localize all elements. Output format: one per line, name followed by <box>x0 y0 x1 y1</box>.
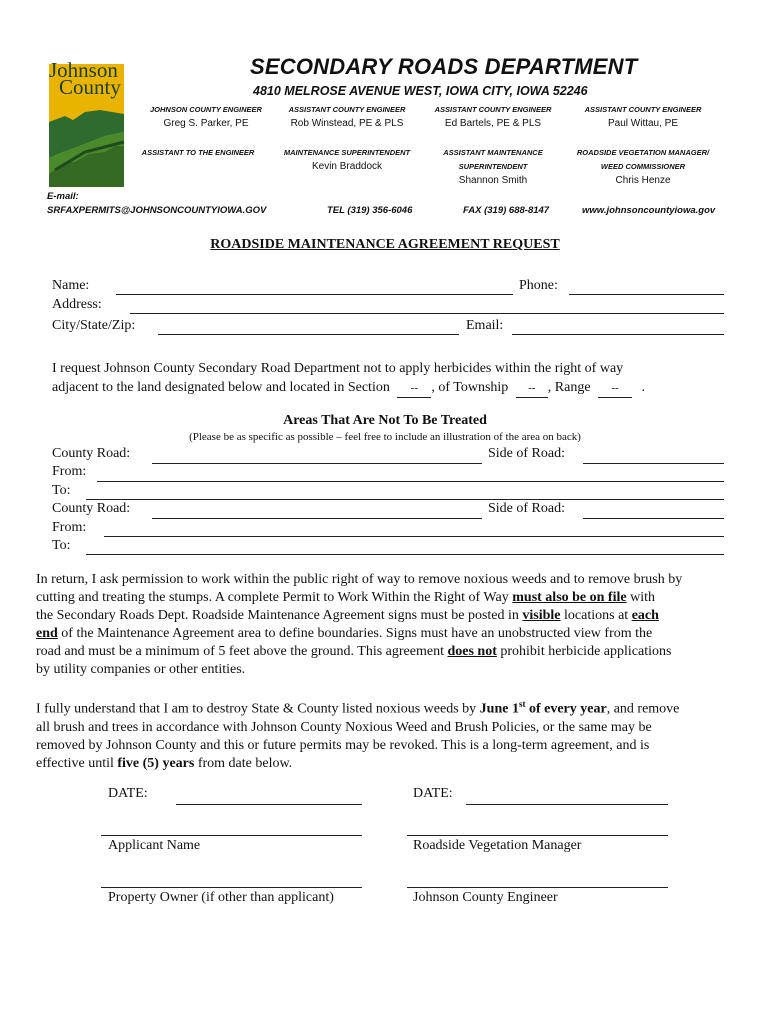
date-field-applicant[interactable] <box>176 804 362 805</box>
department-address: 4810 MELROSE AVENUE WEST, IOWA CITY, IOWA 52246 <box>253 84 588 98</box>
county-road-field-2[interactable] <box>152 518 482 519</box>
staff-assistant-to-engineer: ASSISTANT TO THE ENGINEER <box>141 148 255 157</box>
staff-assistant-engineer-3: ASSISTANT COUNTY ENGINEER Paul Wittau, PE <box>584 105 702 129</box>
address-field[interactable] <box>130 313 724 314</box>
staff-county-engineer: JOHNSON COUNTY ENGINEER Greg S. Parker, PE <box>150 105 262 129</box>
applicant-name-label: Applicant Name <box>108 838 201 853</box>
veg-manager-signature-line[interactable] <box>407 835 668 836</box>
areas-note: (Please be as specific as possible – feel free to include an illustration of the area on back) <box>189 431 581 443</box>
county-road-label-2: County Road: <box>52 501 131 516</box>
from-label-1: From: <box>52 464 87 479</box>
fax: FAX (319) 688-8147 <box>463 205 550 216</box>
phone-field[interactable] <box>569 294 724 295</box>
understanding-paragraph: I fully understand that I am to destroy State & County listed noxious weeds by June 1st of every year, and remove all brush and trees in accordance with Johnson County Noxious Weed and Brush Policies, or the same may be removed by Johnson County and this or future permits may be revoked. This is a long-term agreement, and is effective until five (5) years from date below. <box>36 699 680 771</box>
side-of-road-label-1: Side of Road: <box>488 446 565 461</box>
address-label: Address: <box>52 297 102 312</box>
applicant-signature-line[interactable] <box>101 835 362 836</box>
phone-label: Phone: <box>519 278 558 293</box>
form-title: ROADSIDE MAINTENANCE AGREEMENT REQUEST <box>210 237 560 252</box>
date-field-county[interactable] <box>466 804 668 805</box>
staff-assistant-engineer-1: ASSISTANT COUNTY ENGINEER Rob Winstead, PE & PLS <box>288 105 406 129</box>
permission-paragraph: In return, I ask permission to work within the public right of way to remove noxious weeds and to remove brush by cutting and treating the stumps. A complete Permit to Work Within the Right of Way must also be on file with the Secondary Roads Dept. Roadside Maintenance Agreement signs must be posted in visible locations at each end of the Maintenance Agreement area to define boundaries. Signs must have an unobstructed view from the road and must be a minimum of 5 feet above the ground. This agreement does not prohibit herbicide applications by utility companies or other entities. <box>36 572 683 677</box>
county-road-label-1: County Road: <box>52 446 131 461</box>
telephone: TEL (319) 356-6046 <box>327 205 413 216</box>
name-label: Name: <box>52 278 90 293</box>
email-label: E-mail: <box>47 191 79 202</box>
section-field[interactable]: -- <box>397 379 431 398</box>
email-address[interactable]: SRFAXPERMITS@JOHNSONCOUNTYIOWA.GOV <box>47 205 267 216</box>
property-owner-label: Property Owner (if other than applicant) <box>108 890 334 905</box>
date-label-county: DATE: <box>413 786 453 801</box>
side-of-road-field-1[interactable] <box>583 463 724 464</box>
request-line-1: I request Johnson County Secondary Road Department not to apply herbicides within the right of way <box>52 361 624 376</box>
email-field-label: Email: <box>466 318 504 333</box>
from-field-2[interactable] <box>104 536 724 537</box>
to-label-2: To: <box>52 538 71 553</box>
township-field[interactable]: -- <box>516 379 548 398</box>
request-line-2: adjacent to the land designated below and located in Section -- , of Township -- , Range -- . <box>52 379 645 398</box>
website[interactable]: www.johnsoncountyiowa.gov <box>582 205 716 216</box>
staff-assistant-maintenance: ASSISTANT MAINTENANCE SUPERINTENDENT Shannon Smith <box>443 148 543 186</box>
date-label-applicant: DATE: <box>108 786 148 801</box>
email-field[interactable] <box>512 334 724 335</box>
side-of-road-label-2: Side of Road: <box>488 501 565 516</box>
department-title: SECONDARY ROADS DEPARTMENT <box>250 54 638 79</box>
range-field[interactable]: -- <box>598 379 632 398</box>
city-state-zip-label: City/State/Zip: <box>52 318 136 333</box>
to-label-1: To: <box>52 483 71 498</box>
to-field-1[interactable] <box>86 499 724 500</box>
staff-maintenance-superintendent: MAINTENANCE SUPERINTENDENT Kevin Braddock <box>283 148 411 172</box>
areas-heading: Areas That Are Not To Be Treated <box>283 413 487 428</box>
name-field[interactable] <box>116 294 513 295</box>
side-of-road-field-2[interactable] <box>583 518 724 519</box>
staff-assistant-engineer-2: ASSISTANT COUNTY ENGINEER Ed Bartels, PE & PLS <box>434 105 552 129</box>
veg-manager-label: Roadside Vegetation Manager <box>413 838 582 853</box>
staff-vegetation-manager: ROADSIDE VEGETATION MANAGER/ WEED COMMISSIONER Chris Henze <box>576 148 710 186</box>
johnson-county-logo <box>45 58 128 190</box>
to-field-2[interactable] <box>86 554 724 555</box>
from-field-1[interactable] <box>97 481 724 482</box>
county-engineer-label: Johnson County Engineer <box>413 890 558 905</box>
from-label-2: From: <box>52 520 87 535</box>
engineer-signature-line[interactable] <box>407 887 668 888</box>
logo-text-county: County <box>59 75 121 99</box>
county-road-field-1[interactable] <box>152 463 482 464</box>
logo-text-johnson: Johnson <box>49 58 118 82</box>
owner-signature-line[interactable] <box>101 887 362 888</box>
city-state-zip-field[interactable] <box>158 334 459 335</box>
